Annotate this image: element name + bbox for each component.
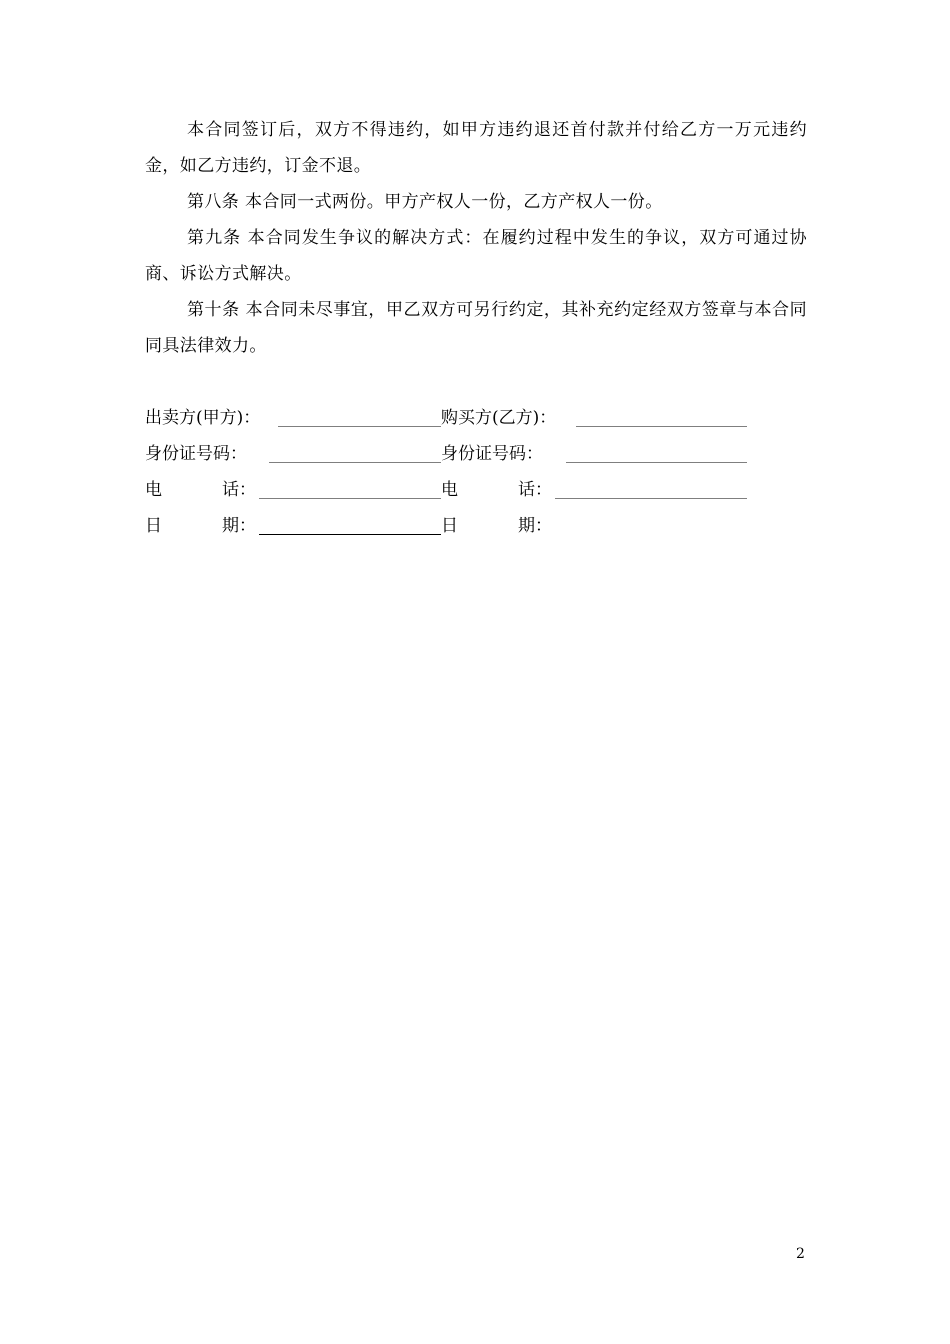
signature-row-id: [145, 436, 765, 472]
buyer-phone-line[interactable]: [555, 498, 747, 499]
buyer-date-label-char2: 期：: [518, 516, 552, 536]
seller-phone-label-char2: 话：: [222, 480, 256, 500]
paragraph-article-10: 第十条 本合同未尽事宜，甲乙双方可另行约定，其补充约定经双方签章与本合同同具法律效力。: [145, 300, 807, 356]
buyer-id-line[interactable]: [566, 462, 747, 463]
buyer-id-label: 身份证号码：: [441, 444, 543, 464]
seller-phone-line[interactable]: [259, 498, 441, 499]
signature-row-parties: [145, 400, 765, 436]
buyer-phone-label-char2: 话：: [518, 480, 552, 500]
seller-date-label-char2: 期：: [222, 516, 256, 536]
signature-block: [145, 400, 765, 544]
signature-row-phone: [145, 472, 765, 508]
contract-body: [145, 112, 807, 364]
seller-label: 出卖方(甲方)：: [145, 408, 261, 428]
buyer-phone-label-char1: 电: [441, 480, 458, 500]
page-number: 2: [796, 1246, 805, 1262]
seller-signature-line[interactable]: [278, 426, 441, 427]
buyer-label: 购买方(乙方)：: [441, 408, 557, 428]
buyer-date-label-char1: 日: [441, 516, 458, 536]
signature-row-date: [145, 508, 765, 544]
paragraph-breach-clause: 本合同签订后，双方不得违约，如甲方违约退还首付款并付给乙方一万元违约金，如乙方违约，订金不退。: [145, 120, 807, 176]
paragraph-article-8: 第八条 本合同一式两份。甲方产权人一份，乙方产权人一份。: [187, 192, 663, 212]
paragraph-article-9: 第九条 本合同发生争议的解决方式：在履约过程中发生的争议，双方可通过协商、诉讼方式解决。: [145, 228, 807, 284]
seller-phone-label-char1: 电: [145, 480, 162, 500]
seller-id-line[interactable]: [269, 462, 441, 463]
seller-date-label-char1: 日: [145, 516, 162, 536]
seller-id-label: 身份证号码：: [145, 444, 247, 464]
seller-date-line[interactable]: [259, 534, 441, 535]
buyer-signature-line[interactable]: [576, 426, 747, 427]
